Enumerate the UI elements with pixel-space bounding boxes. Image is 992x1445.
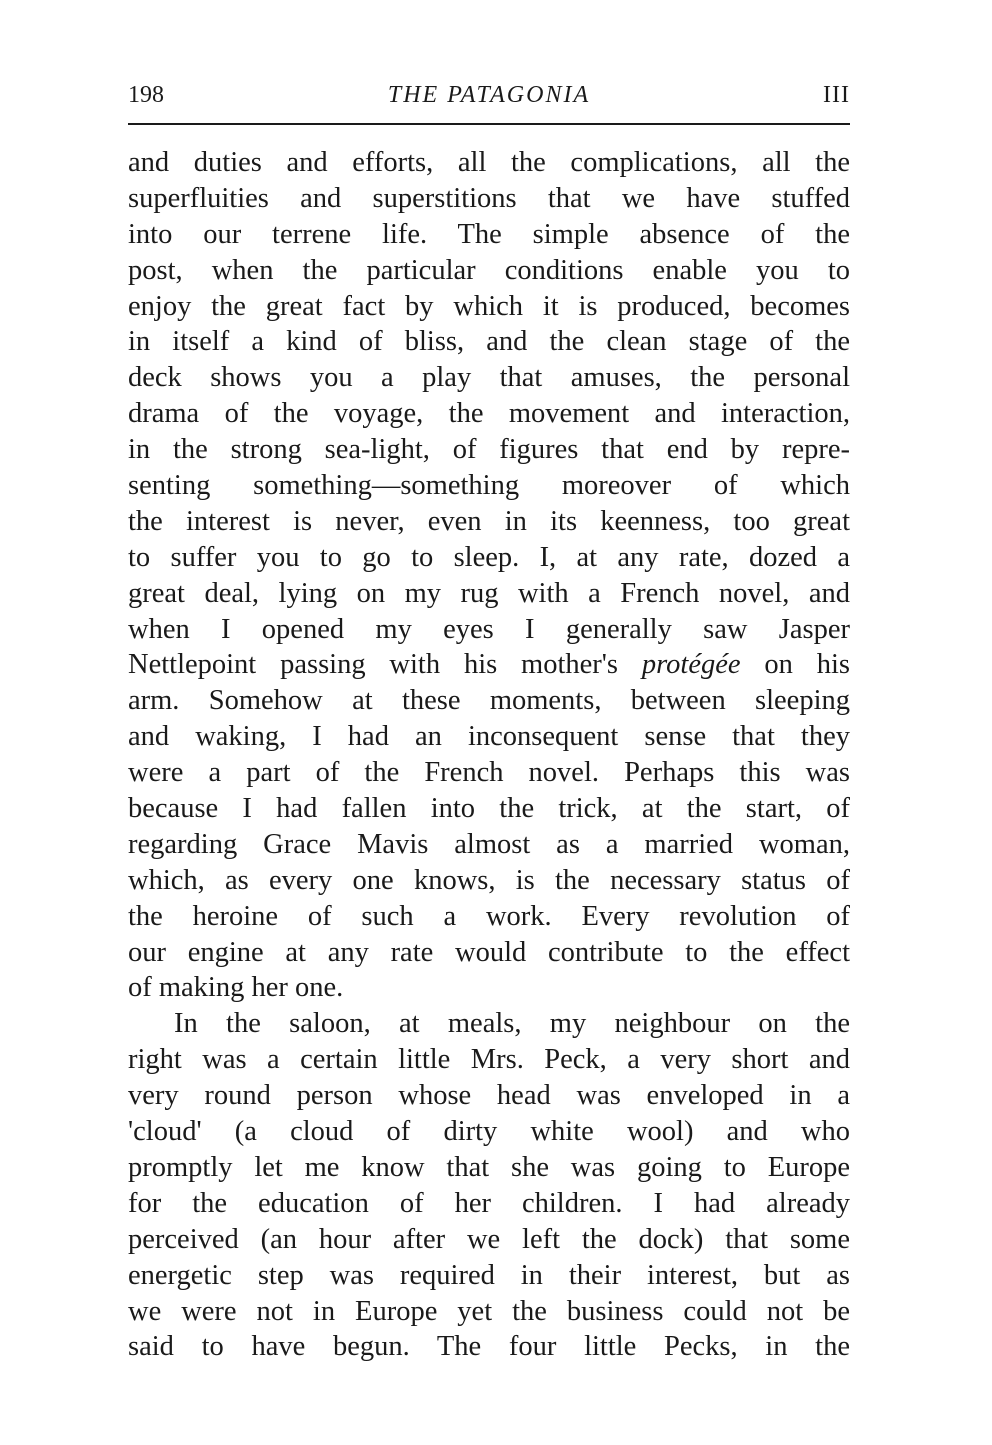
text-line: in the strong sea-light, of figures that end by repre-	[128, 434, 850, 466]
text-line: energetic step was required in their interest, but as	[128, 1259, 850, 1291]
text-line: superfluities and superstitions that we have stuffed	[128, 182, 850, 214]
body-text	[128, 145, 850, 1365]
paragraph-end-line: of making her one.	[128, 972, 344, 1004]
italic-word: protégée	[641, 649, 741, 681]
text-line: and duties and efforts, all the complications, all the	[128, 147, 850, 178]
text-line: enjoy the great fact by which it is produced, becomes	[128, 290, 850, 322]
text-line: deck shows you a play that amuses, the personal	[128, 362, 850, 394]
text-line: the heroine of such a work. Every revolution of	[128, 900, 850, 932]
text-line: the interest is never, even in its keenness, too great	[128, 505, 850, 537]
text-line: to suffer you to go to sleep. I, at any rate, dozed a	[128, 541, 850, 573]
text-line-with-italic	[128, 647, 850, 683]
text-line: we were not in Europe yet the business could not be	[128, 1295, 850, 1327]
header-rule	[128, 123, 850, 125]
text-line: right was a certain little Mrs. Peck, a very short and	[128, 1044, 850, 1076]
text-line: when I opened my eyes I generally saw Jasper	[128, 613, 850, 645]
text-line: regarding Grace Mavis almost as a married woman,	[128, 828, 850, 860]
text-segment: Nettlepoint passing with his mother's	[128, 649, 642, 681]
text-line: perceived (an hour after we left the dock) that some	[128, 1223, 850, 1255]
text-line: in itself a kind of bliss, and the clean stage of the	[128, 326, 850, 358]
running-title: THE PATAGONIA	[387, 82, 591, 108]
text-line: which, as every one knows, is the necessary status of	[128, 864, 850, 896]
text-line: our engine at any rate would contribute to the effect	[128, 936, 850, 968]
text-line: into our terrene life. The simple absence of the	[128, 218, 850, 250]
text-line: 'cloud' (a cloud of dirty white wool) and who	[128, 1116, 850, 1148]
text-line: and waking, I had an inconsequent sense that they	[128, 721, 850, 753]
text-line: very round person whose head was enveloped in a	[128, 1080, 850, 1112]
text-line: promptly let me know that she was going to Europe	[128, 1151, 850, 1183]
text-line: post, when the particular conditions enable you to	[128, 254, 850, 286]
text-line: senting something—something moreover of which	[128, 470, 850, 502]
text-line: drama of the voyage, the movement and interaction,	[128, 398, 850, 430]
text-line: because I had fallen into the trick, at the start, of	[128, 793, 850, 825]
text-segment: on his	[740, 649, 850, 681]
page-number: 198	[128, 82, 164, 108]
page-header	[128, 82, 850, 114]
paragraph-start-line: In the saloon, at meals, my neighbour on the	[174, 1008, 850, 1040]
section-number: III	[823, 82, 850, 108]
text-line: for the education of her children. I had already	[128, 1187, 850, 1219]
text-line: said to have begun. The four little Pecks, in the	[128, 1331, 850, 1363]
text-line: were a part of the French novel. Perhaps this was	[128, 757, 850, 789]
text-line: arm. Somehow at these moments, between sleeping	[128, 685, 850, 717]
text-line: great deal, lying on my rug with a French novel, and	[128, 577, 850, 609]
